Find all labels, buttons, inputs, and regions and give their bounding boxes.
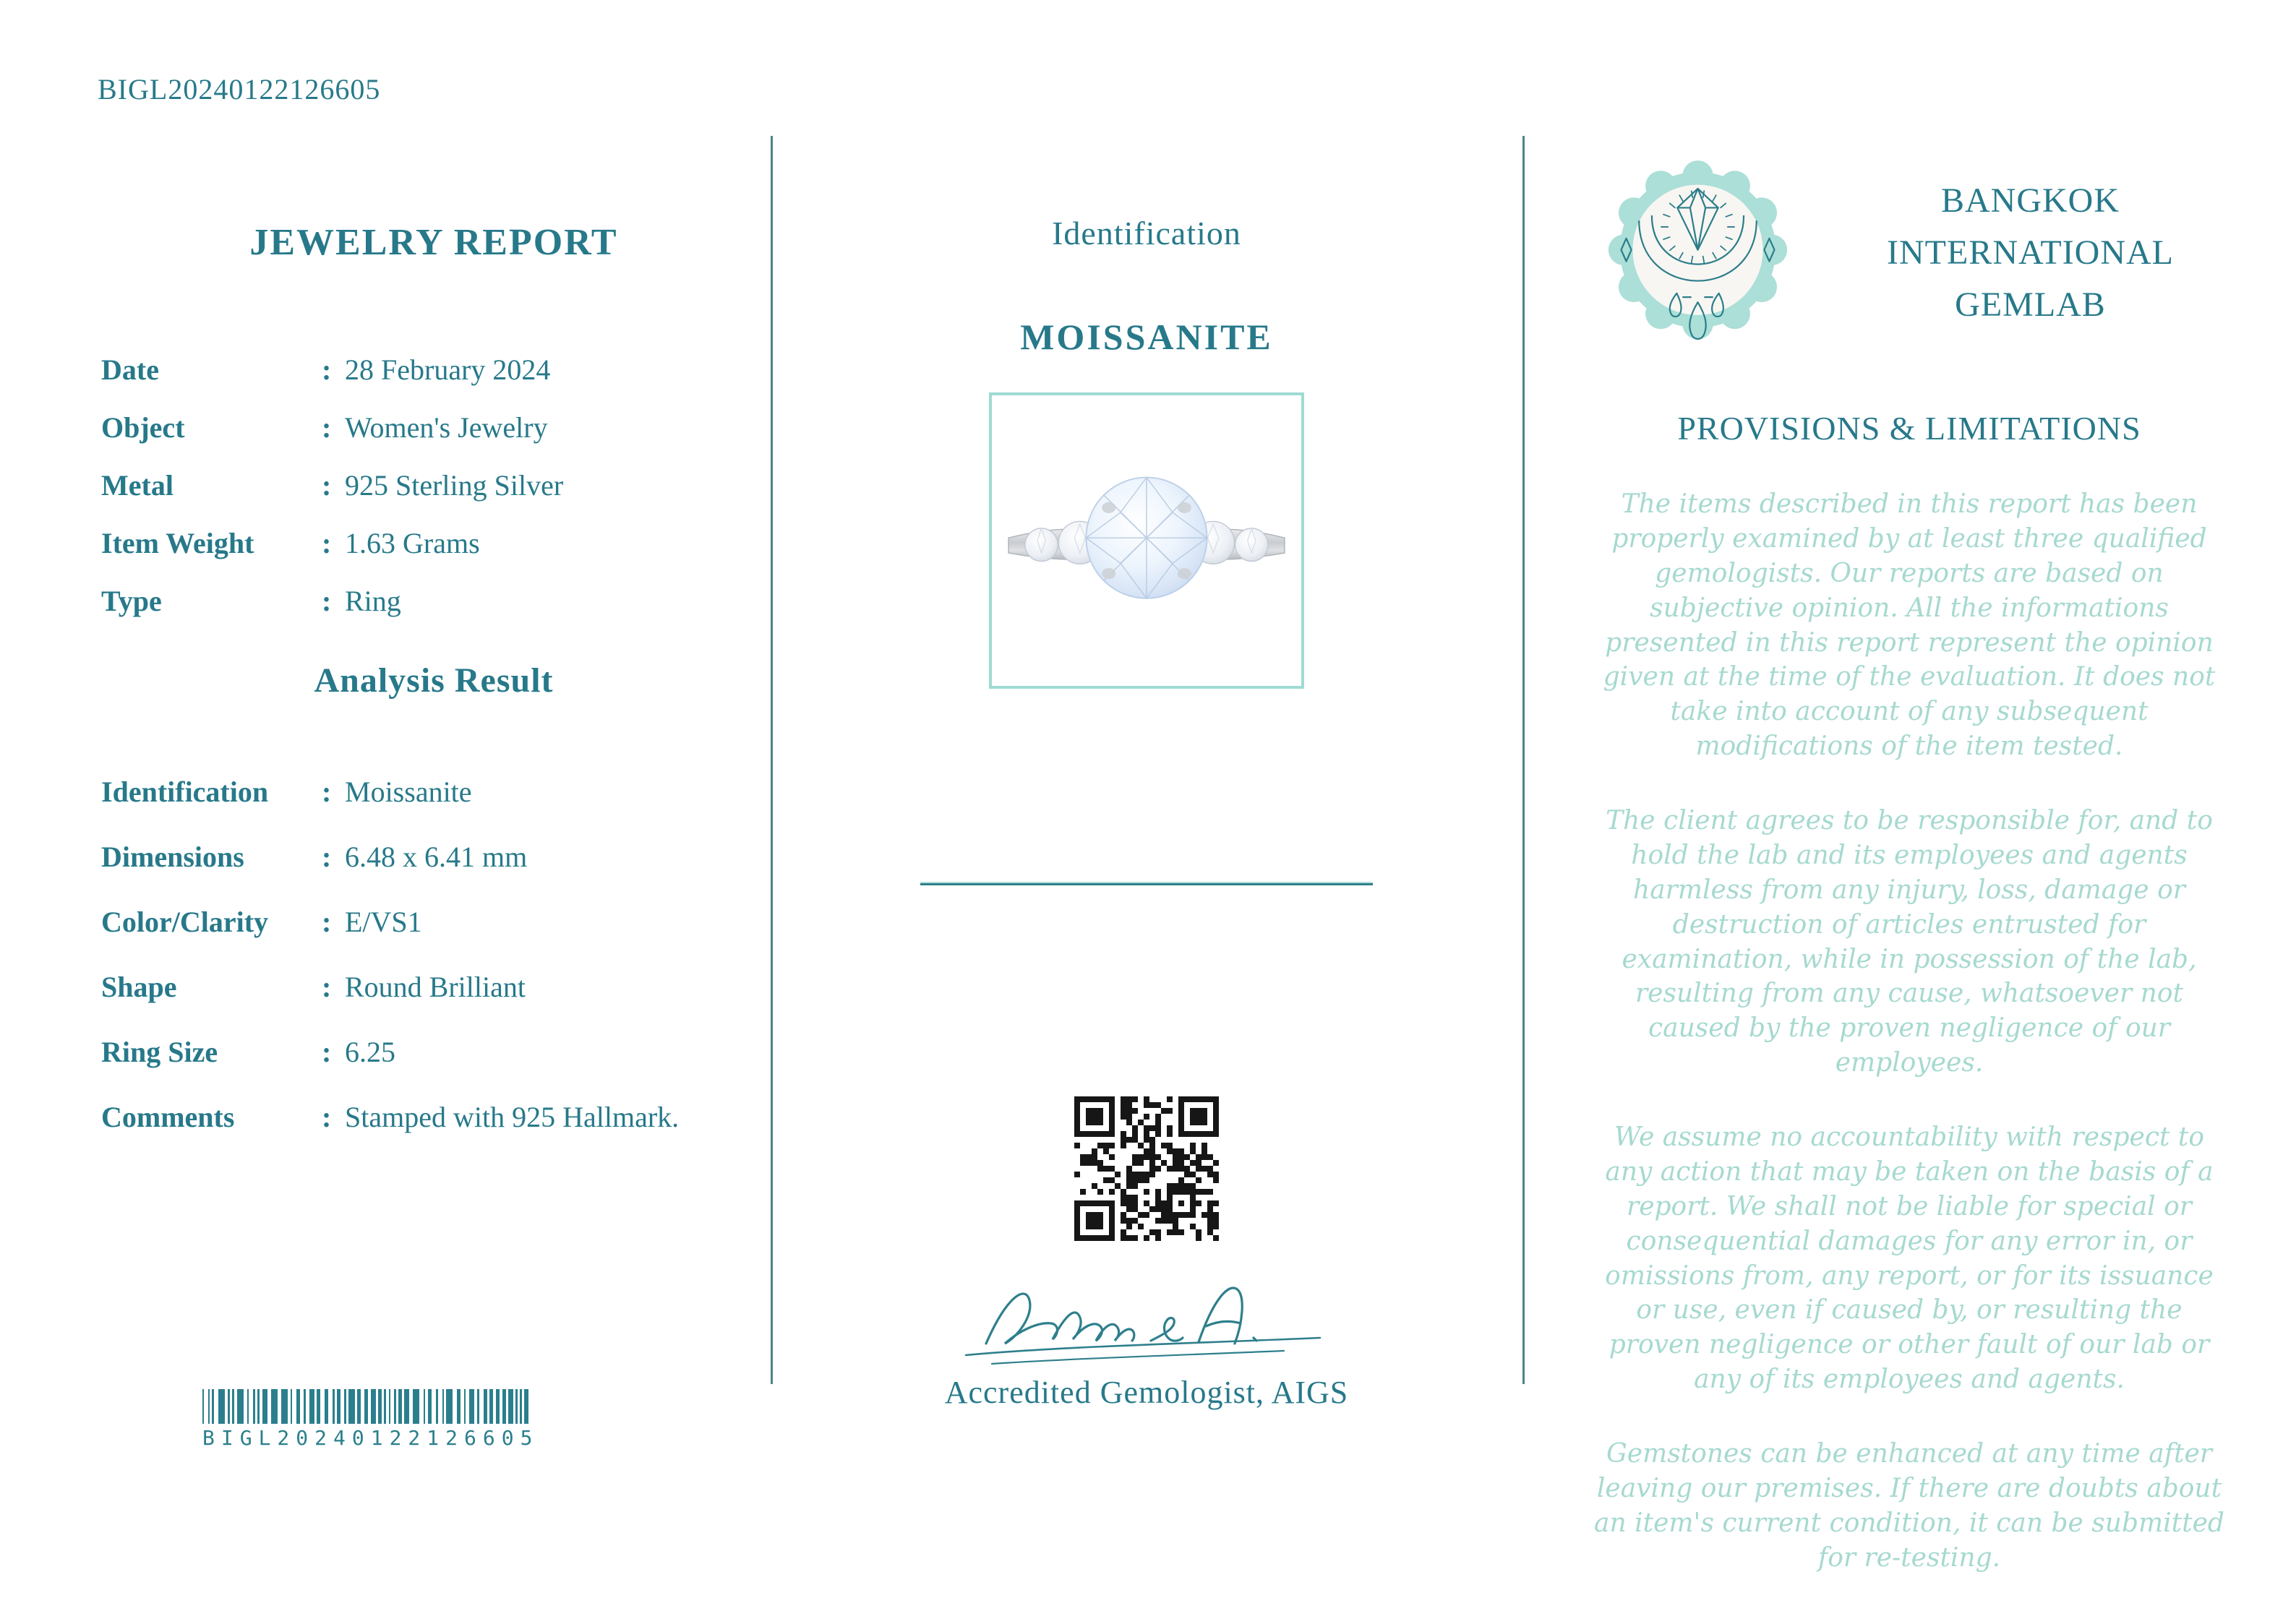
- field-colon: :: [322, 469, 332, 502]
- field-label: Identification: [101, 776, 269, 808]
- field-label: Color/Clarity: [101, 906, 269, 938]
- field-label: Type: [101, 585, 162, 617]
- lab-name-line: GEMLAB: [1955, 285, 2106, 324]
- report-title: JEWELRY REPORT: [249, 222, 618, 263]
- field-row-metal: [101, 471, 766, 500]
- field-row-date: [101, 353, 766, 386]
- qr-code-image: [1074, 1096, 1219, 1241]
- field-value: 28 February 2024: [345, 353, 551, 386]
- field-label: Ring Size: [101, 1036, 218, 1068]
- barcode-text: BIGL20240122126605: [202, 1426, 539, 1450]
- lab-name: [1794, 175, 2267, 331]
- field-colon: :: [322, 776, 332, 808]
- field-value: Moissanite: [345, 776, 472, 808]
- field-colon: :: [322, 411, 332, 444]
- lab-logo-icon: [1602, 148, 1794, 358]
- signer-title: Accredited Gemologist, AIGS: [944, 1375, 1349, 1410]
- field-label: Object: [101, 411, 185, 444]
- lab-name-line: INTERNATIONAL: [1887, 233, 2174, 272]
- field-colon: :: [322, 1036, 332, 1068]
- field-colon: :: [322, 1101, 332, 1133]
- field-row-item-weight: [101, 529, 766, 558]
- provisions-paragraph: Gemstones can be enhanced at any time after leaving our premises. If there are doubts about an item's current condition, it can be submitted for re-testing.: [1594, 1439, 2224, 1573]
- field-label: Date: [101, 353, 159, 386]
- analysis-fields: [101, 778, 766, 1168]
- field-value: Round Brilliant: [345, 971, 526, 1003]
- field-value: 6.25: [345, 1036, 395, 1068]
- field-colon: :: [322, 527, 332, 559]
- field-label: Dimensions: [101, 841, 244, 873]
- provisions-paragraph: The client agrees to be responsible for, and to hold the lab and its employees and agents harmless from any injury, loss, damage or destruction of articles entrusted for examination, while in possession of the lab, resulting from any cause, whatsoever not caused by the proven negligence of our employees.: [1606, 806, 2213, 1078]
- separator-rule: [920, 882, 1373, 885]
- lab-column: [1522, 0, 2296, 1624]
- field-colon: :: [322, 841, 332, 873]
- provisions-paragraph: We assume no accountability with respect to any action that may be taken on the basis of a report. We shall not be liable for special or consequential damages for any error in, or omissions from, any report, or for its issuance or use, even if caused by, or resulting the proven negligence or other fault of our lab or any of its employees and agents.: [1605, 1122, 2214, 1395]
- item-photo-frame: [989, 392, 1304, 689]
- field-row-identification: [101, 778, 766, 807]
- field-colon: :: [322, 971, 332, 1003]
- ring-photo: [998, 403, 1295, 678]
- field-row-ring-size: [101, 1038, 766, 1067]
- field-label: Shape: [101, 971, 177, 1003]
- field-label: Item Weight: [101, 527, 254, 559]
- field-row-type: [101, 587, 766, 616]
- field-colon: :: [322, 353, 332, 386]
- field-value: Stamped with 925 Hallmark.: [345, 1101, 680, 1133]
- barcode-bars: [202, 1389, 541, 1424]
- report-fields: [101, 353, 766, 645]
- provisions-text: [1522, 487, 2296, 1615]
- field-row-comments: [101, 1103, 766, 1132]
- field-colon: :: [322, 585, 332, 617]
- field-colon: :: [322, 906, 332, 938]
- identification-column: [771, 0, 1522, 1624]
- field-value: Women's Jewelry: [345, 411, 548, 444]
- field-value: 6.48 x 6.41 mm: [345, 841, 528, 873]
- field-value: 1.63 Grams: [345, 527, 480, 559]
- field-row-color-clarity: [101, 908, 766, 937]
- identification-result: MOISSANITE: [1020, 317, 1273, 357]
- gemologist-signature: [944, 1263, 1349, 1371]
- field-value: 925 Sterling Silver: [345, 469, 564, 502]
- field-value: Ring: [345, 585, 401, 617]
- barcode: [202, 1389, 541, 1450]
- field-row-shape: [101, 973, 766, 1002]
- identification-heading: Identification: [1052, 215, 1241, 252]
- lab-header: [1522, 148, 2296, 358]
- signature-image: [944, 1263, 1349, 1371]
- report-column: [0, 0, 771, 1624]
- lab-name-line: BANGKOK: [1941, 181, 2120, 220]
- report-number: BIGL20240122126605: [98, 73, 381, 106]
- field-label: Metal: [101, 469, 174, 502]
- qr-code: [1074, 1096, 1219, 1241]
- analysis-result-title: Analysis Result: [314, 661, 554, 700]
- field-value: E/VS1: [345, 906, 422, 938]
- provisions-paragraph: The items described in this report has been properly examined by at least three qualified gemologists. Our reports are based on subjective opinion. All the informations presented in this report represent the opinion given at the time of the evaluation. It does not take into account of any subsequent modifications of the item tested.: [1603, 489, 2216, 762]
- field-row-object: [101, 413, 766, 442]
- field-label: Comments: [101, 1101, 235, 1133]
- field-row-dimensions: [101, 843, 766, 872]
- provisions-title: PROVISIONS & LIMITATIONS: [1677, 410, 2141, 447]
